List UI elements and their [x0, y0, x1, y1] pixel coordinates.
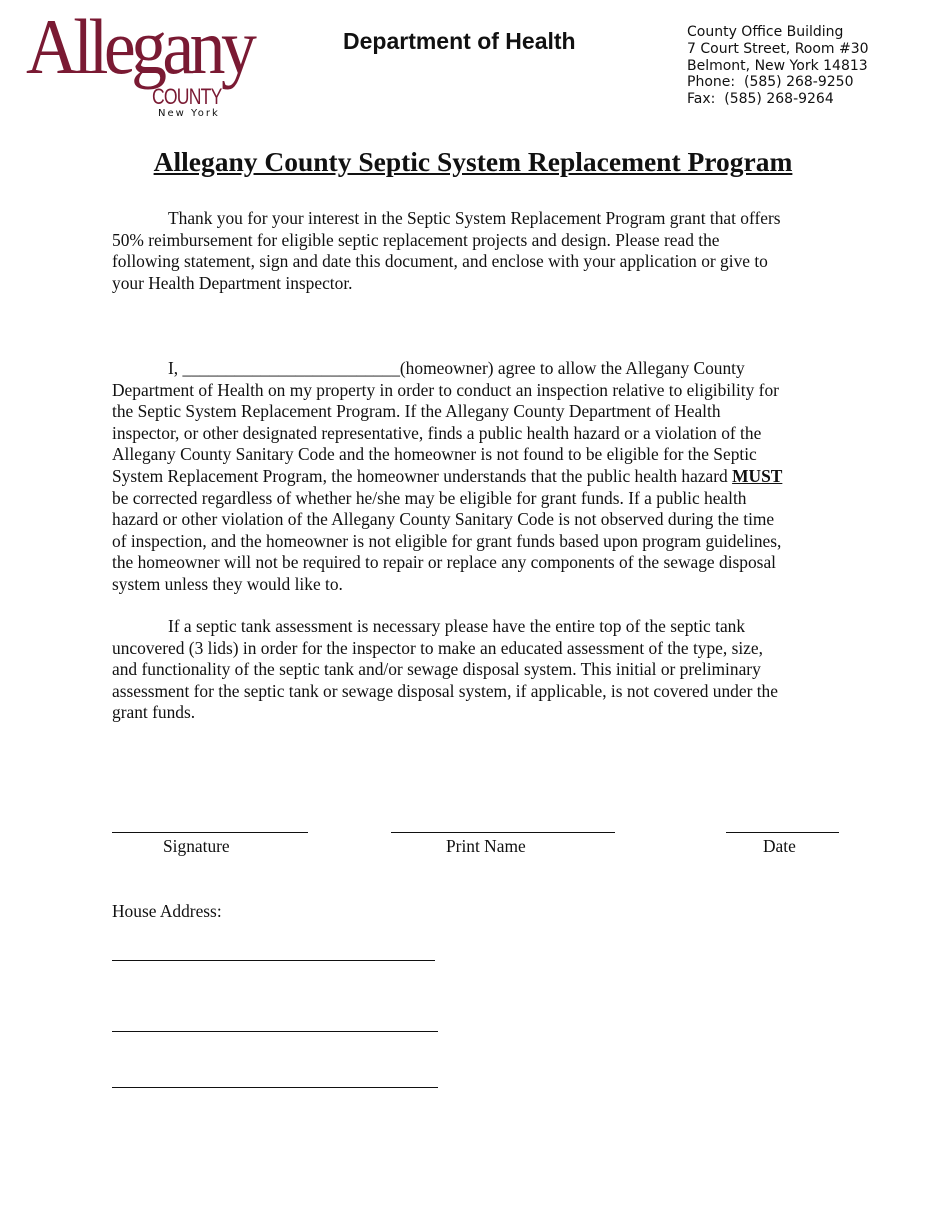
- date-label: Date: [763, 836, 796, 856]
- text-line: hazard or other violation of the Allegany County Sanitary Code is not observed during the time: [112, 509, 775, 530]
- department-name: Department of Health: [343, 28, 576, 54]
- document-title: Allegany County Septic System Replacement Program: [153, 146, 793, 177]
- house-address-line[interactable]: [112, 960, 435, 961]
- statement-prefix: I,: [168, 358, 183, 378]
- office-fax: Fax: (585) 268-9264: [687, 91, 834, 108]
- assessment-paragraph: [112, 616, 832, 724]
- county-logo: [26, 3, 253, 122]
- office-address-block: [687, 24, 869, 108]
- house-address-line[interactable]: [112, 1031, 438, 1032]
- text-line: Department of Health on my property in order to conduct an inspection relative to eligibility for: [112, 379, 779, 400]
- text-line: 50% reimbursement for eligible septic replacement projects and design. Please read the: [112, 229, 720, 250]
- text-line: the Septic System Replacement Program. If the Allegany County Department of Health: [112, 401, 721, 422]
- office-line: 7 Court Street, Room #30: [687, 40, 869, 57]
- text-line: Thank you for your interest in the Septic System Replacement Program grant that offers: [168, 208, 781, 228]
- text-line: uncovered (3 lids) in order for the inspector to make an educated assessment of the type, size,: [112, 637, 763, 658]
- text-line: [112, 358, 832, 380]
- intro-paragraph: [112, 208, 832, 294]
- statement-suffix: (homeowner) agree to allow the Allegany County: [399, 358, 745, 378]
- text-line: of inspection, and the homeowner is not eligible for grant funds based upon program guidelines,: [112, 530, 782, 551]
- signature-label: Signature: [163, 836, 230, 856]
- house-address-line[interactable]: [112, 1087, 438, 1088]
- date-line[interactable]: [726, 832, 839, 833]
- office-line: County Office Building: [687, 24, 844, 40]
- logo-county-text: COUNTY: [152, 84, 222, 109]
- text-segment: System Replacement Program, the homeowner understands that the public health hazard: [112, 465, 733, 486]
- text-line: assessment for the septic tank or sewage disposal system, if applicable, is not covered under the: [112, 680, 778, 701]
- text-line: be corrected regardless of whether he/she may be eligible for grant funds. If a public health: [112, 487, 747, 508]
- signature-line[interactable]: [112, 832, 308, 833]
- office-phone: Phone: (585) 268-9250: [687, 74, 854, 91]
- print-name-label: Print Name: [446, 836, 526, 856]
- text-line: grant funds.: [112, 702, 196, 723]
- house-address-label: House Address:: [112, 901, 222, 921]
- text-line: your Health Department inspector.: [112, 272, 353, 293]
- text-line: following statement, sign and date this document, and enclose with your application or give to: [112, 251, 768, 272]
- office-line: Belmont, New York 14813: [687, 57, 868, 74]
- homeowner-name-blank[interactable]: _________________________: [182, 358, 400, 378]
- text-line: system unless they would like to.: [112, 573, 343, 594]
- text-line: the homeowner will not be required to repair or replace any components of the sewage disposal: [112, 552, 777, 573]
- text-line: [112, 466, 832, 488]
- homeowner-statement: [112, 358, 832, 596]
- text-line: and functionality of the septic tank and/or sewage disposal system. This initial or preliminary: [112, 659, 761, 680]
- print-name-line[interactable]: [391, 832, 615, 833]
- must-emphasis: MUST: [732, 465, 783, 486]
- logo-wordmark: Allegany: [26, 3, 253, 90]
- text-line: If a septic tank assessment is necessary please have the entire top of the septic tank: [168, 616, 746, 636]
- text-line: inspector, or other designated representative, finds a public health hazard or a violation of the: [112, 422, 762, 443]
- logo-state-text: New York: [158, 108, 220, 119]
- text-line: Allegany County Sanitary Code and the homeowner is not found to be eligible for the Septic: [112, 444, 757, 465]
